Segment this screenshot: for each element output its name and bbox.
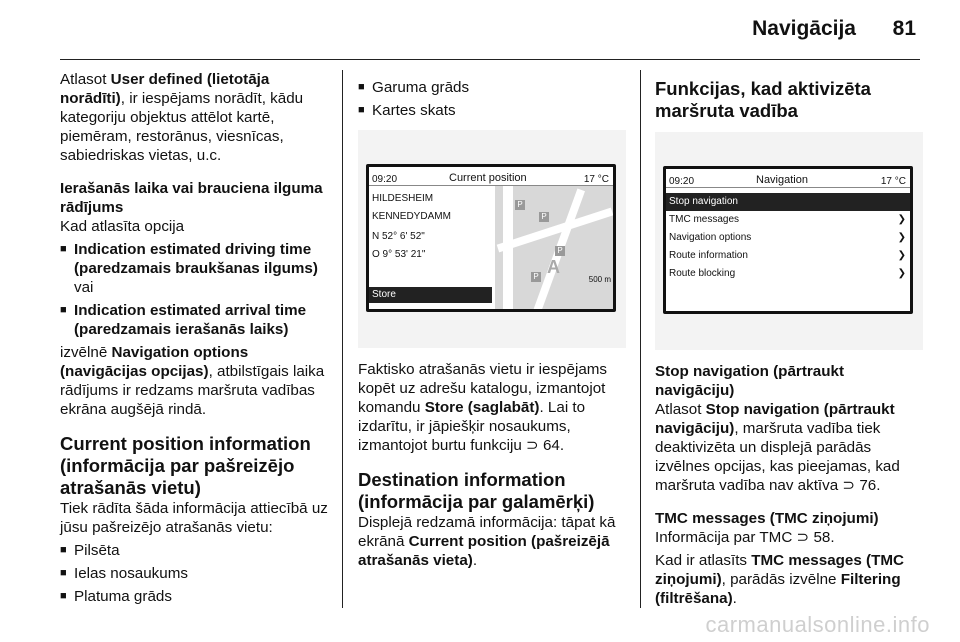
info-city: HILDESHEIM [372,193,434,204]
paragraph: Faktisko atrašanās vietu ir iespējams kopēt uz adrešu katalogu, izmantojot komandu Store (saglabāt). Lai to izdarītu, ir jāpiešķir nosaukums, izmantojot burtu funkciju ⊃ 64. [358,361,608,454]
paragraph: Tiek rādīta šāda informācija attiecībā uz jūsu pašreizējo atrašanās vietu: [60,500,328,536]
list-item: ■ Indication estimated driving time (paredzamais braukšanas ilgums) vai [60,240,328,297]
page-header [0,0,960,58]
section-heading: Current position information (informācija par pašreizējo atrašanās vietu) [60,433,311,498]
map-scale: 500 m [588,275,611,284]
paragraph: Atlasot User defined (lietotāja norādīti), ir iespējams norādīt, kādu kategoriju objektus attēlot kartē, piemēram, restorānus, viesnīcas, sabiedriskas vietas, u.c. [60,71,304,164]
poi-parking-icon: P [531,272,541,282]
store-button[interactable]: Store [369,287,492,303]
chevron-right-icon: ❯ [897,268,906,279]
list-item: ■ Kartes skats [358,101,626,120]
display-screen [366,164,616,312]
subheading: TMC messages (TMC ziņojumi) [655,510,879,527]
column-3 [655,70,923,608]
column-divider [342,70,343,608]
section-heading: Destination information (informācija par galamērķi) [358,469,595,512]
screen-title: Navigation [756,174,808,186]
section-heading: Funkcijas, kad aktivizēta maršruta vadība [655,78,871,121]
poi-parking-icon: P [555,246,565,256]
screen-status-bar: 09:20 Current position 17 °C [369,167,613,186]
paragraph: Displejā redzamā informācija: tāpat kā ekrānā Current position (pašreizējā atrašanās vieta). [358,514,616,569]
column-1 [60,70,328,610]
list-item: ■ Ielas nosaukums [60,564,328,583]
position-marker-icon: A [547,257,560,277]
chevron-right-icon: ❯ [897,250,906,261]
page-title: Navigācija [752,17,856,40]
paragraph: Kad ir atlasīts TMC messages (TMC ziņojumi), parādās izvēlne Filtering (filtrēšana). [655,552,904,607]
menu-item-route-blocking[interactable]: Route blocking ❯ [666,265,910,283]
paragraph: Kad atlasīta opcija [60,218,185,235]
paragraph: Atlasot Stop navigation (pārtraukt navigāciju), maršruta vadība tiek deaktivizēta un displejā parādās izvēlnes opcijas, kas pieejamas, kad maršruta vadība nav aktīva ⊃ 76. [655,401,900,494]
list-item: ■ Platuma grāds [60,587,328,606]
list-item: ■ Garuma grāds [358,78,626,97]
watermark: carmanualsonline.info [705,612,930,637]
subheading: Ierašanās laika vai brauciena ilguma rādījums [60,180,323,216]
poi-parking-icon: P [539,212,549,222]
screen-title: Current position [449,172,527,184]
map-view[interactable] [495,186,613,309]
subheading: Stop navigation (pārtraukt navigāciju) [655,363,845,399]
info-latitude: N 52° 6' 52" [372,231,425,242]
chevron-right-icon: ❯ [897,214,906,225]
info-longitude: O 9° 53' 21" [372,249,426,260]
display-screen [663,166,913,314]
menu-item-tmc-messages[interactable]: TMC messages ❯ [666,211,910,229]
column-divider [640,70,641,608]
poi-parking-icon: P [515,200,525,210]
menu-item-navigation-options[interactable]: Navigation options ❯ [666,229,910,247]
paragraph: izvēlnē Navigation options (navigācijas opcijas), atbilstīgais laika rādījums ir redzams maršruta vadības ekrāna augšējā rindā. [60,344,325,418]
info-street: KENNEDYDAMM [372,211,451,222]
list-item: ■ Pilsēta [60,541,328,560]
header-divider [60,59,920,60]
screen-figure-current-position [358,130,626,348]
page-number: 81 [892,17,916,40]
screen-status-bar: 09:20 Navigation 17 °C [666,169,910,188]
column-2 [358,70,626,570]
menu-item-stop-navigation[interactable]: Stop navigation [666,193,910,211]
menu-item-route-information[interactable]: Route information ❯ [666,247,910,265]
screen-figure-navigation-menu [655,132,923,350]
list-item: ■ Indication estimated arrival time (paredzamais ierašanās laiks) [60,301,328,339]
paragraph: Informācija par TMC ⊃ 58. [655,529,835,546]
chevron-right-icon: ❯ [897,232,906,243]
